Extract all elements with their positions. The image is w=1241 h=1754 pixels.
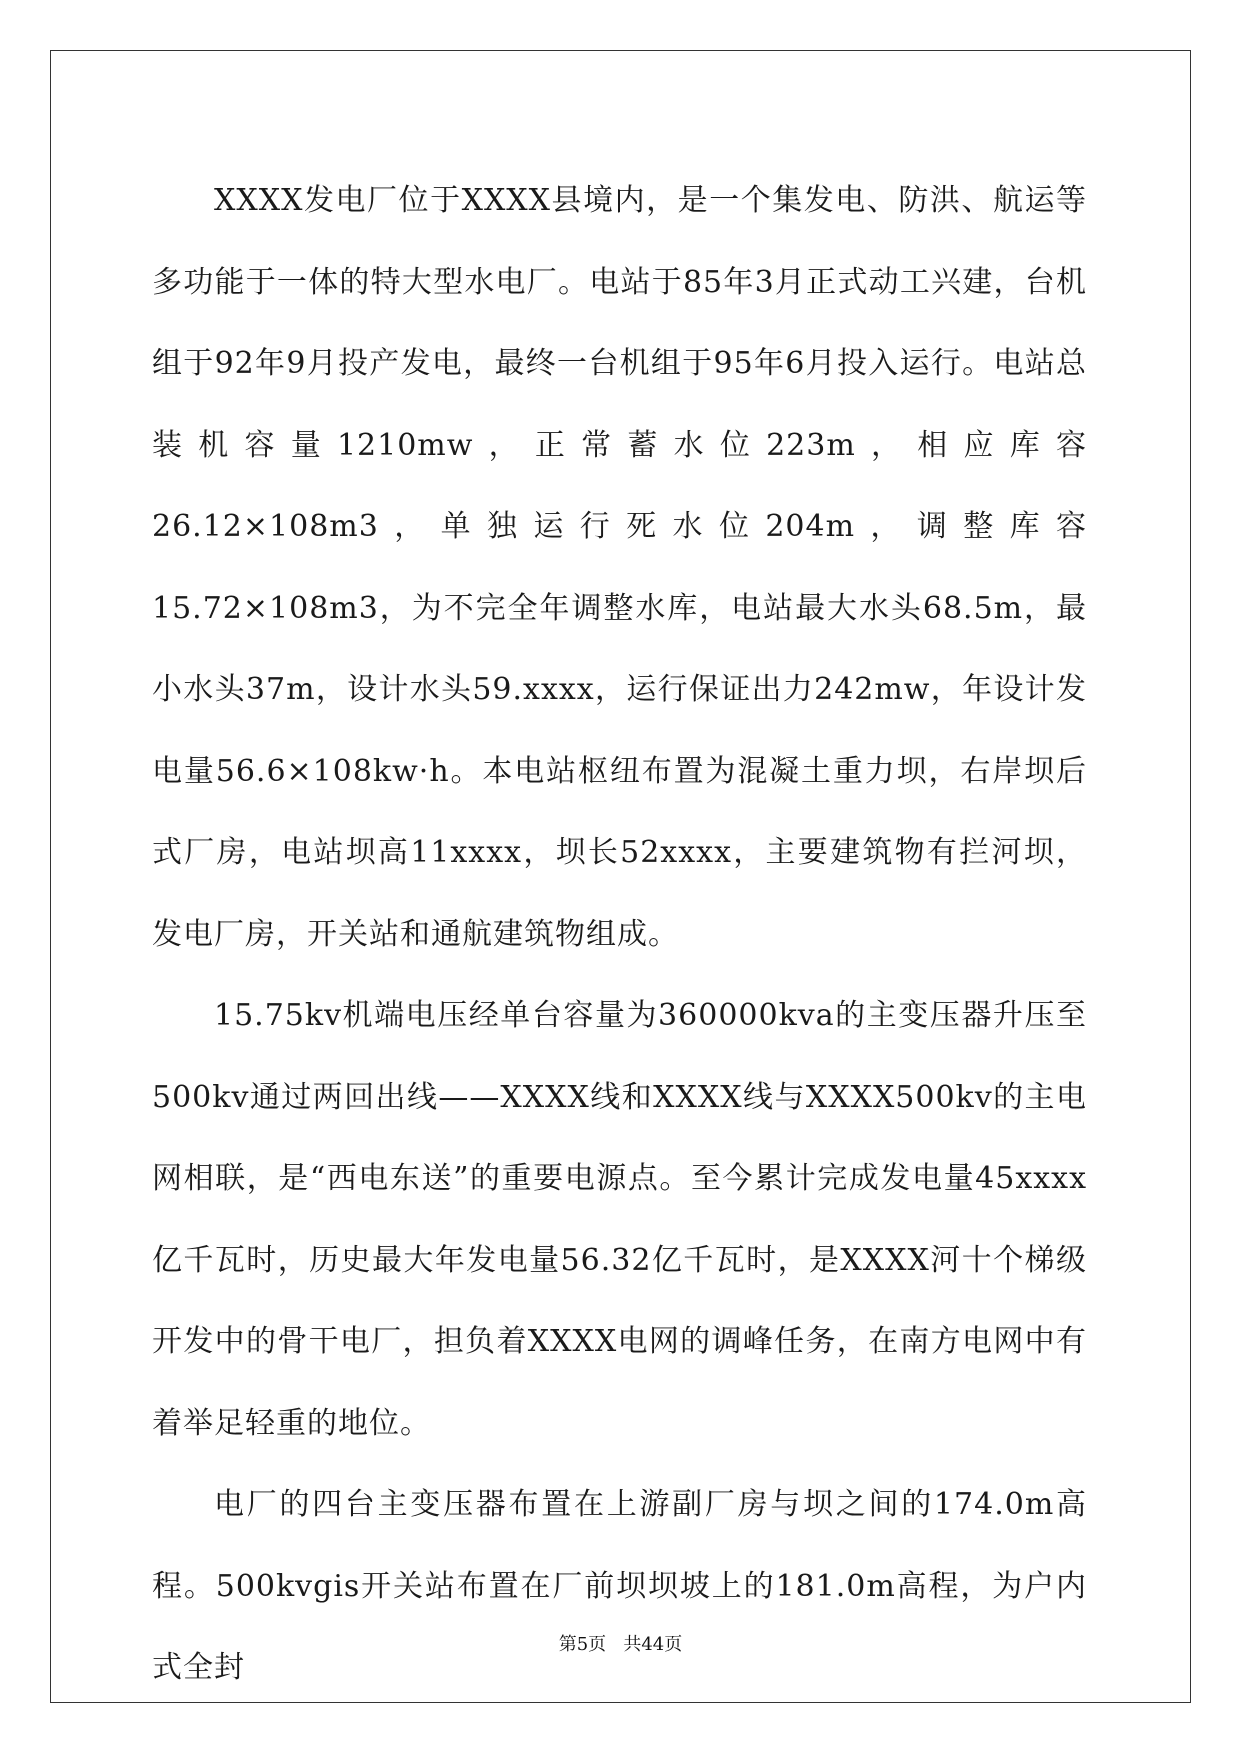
- paragraph-2: 15.75kv机端电压经单台容量为360000kva的主变压器升压至500kv通过两回出线——XXXX线和XXXX线与XXXX500kv的主电网相联，是“西电东送”的重要电源点。至今累计完成发电量45xxxx亿千瓦时，历史最大年发电量56.32亿千瓦时，是XXXX河十个梯级开发中的骨干电厂，担负着XXXX电网的调峰任务，在南方电网中有着举足轻重的地位。: [152, 998, 1087, 1441]
- paragraph-1: XXXX发电厂位于XXXX县境内，是一个集发电、防洪、航运等多功能于一体的特大型水电厂。电站于85年3月正式动工兴建，台机组于92年9月投产发电，最终一台机组于95年6月投入运行。电站总装机容量1210mw，正常蓄水位223m，相应库容26.12×108m3，单独运行死水位204m，调整库容15.72×108m3，为不完全年调整水库，电站最大水头68.5m，最小水头37m，设计水头59.xxxx，运行保证出力242mw，年设计发电量56.6×108kw·h。本电站枢纽布置为混凝土重力坝，右岸坝后式厂房，电站坝高11xxxx，坝长52xxxx，主要建筑物有拦河坝，发电厂房，开关站和通航建筑物组成。: [152, 183, 1087, 952]
- paragraph-3: 电厂的四台主变压器布置在上游副厂房与坝之间的174.0m高程。500kvgis开关站布置在厂前坝坝坡上的181.0m高程，为户内式全封: [152, 1487, 1087, 1685]
- document-body: [152, 160, 1087, 1709]
- page-number-footer: 第5页 共44页: [558, 1634, 683, 1655]
